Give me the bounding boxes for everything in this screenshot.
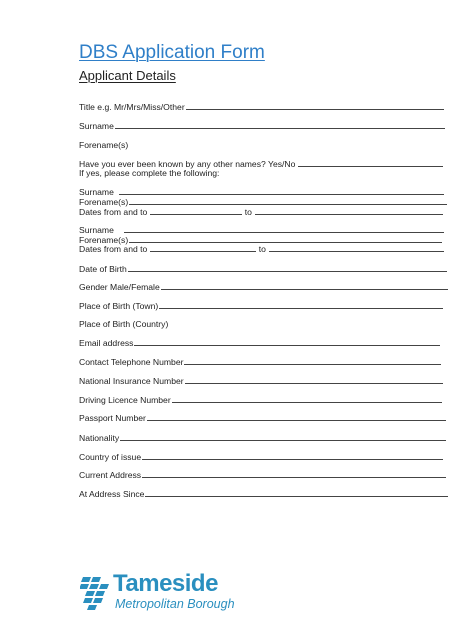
pob-country-label: Place of Birth (Country) [79,319,169,329]
other-names-note-label: If yes, please complete the following: [79,168,220,178]
gender-line[interactable] [161,281,448,290]
ni-number-line[interactable] [185,375,443,384]
alias1-dates-field[interactable] [79,206,443,217]
dob-field[interactable] [79,263,447,274]
phone-line[interactable] [184,356,441,365]
other-names-label: Have you ever been known by any other names? Yes/No [79,159,296,169]
alias1-dates-label: Dates from and to [79,207,148,217]
current-address-label: Current Address [79,470,142,480]
surname-field[interactable] [79,120,445,131]
address-since-label: At Address Since [79,489,145,499]
alias2-dates-field[interactable] [79,243,444,254]
current-address-line[interactable] [142,469,446,478]
alias2-surname-label: Surname [79,225,114,235]
country-of-issue-label: Country of issue [79,452,142,462]
alias1-surname-label: Surname [79,187,114,197]
driving-licence-field[interactable] [79,394,442,405]
ni-number-field[interactable] [79,375,443,386]
alias2-from-line[interactable] [150,243,256,252]
email-line[interactable] [134,337,440,346]
phone-field[interactable] [79,356,441,367]
nationality-label: Nationality [79,433,120,443]
surname-label: Surname [79,121,114,131]
title-field[interactable] [79,101,444,112]
email-field[interactable] [79,337,440,348]
alias1-to-line[interactable] [255,206,443,215]
alias1-from-line[interactable] [150,206,242,215]
country-of-issue-line[interactable] [142,451,443,460]
form-title: DBS Application Form [79,42,265,63]
ni-number-label: National Insurance Number [79,376,184,386]
alias1-forenames-label: Forename(s) [79,197,129,207]
alias2-forenames-label: Forename(s) [79,235,129,245]
alias2-forenames-line[interactable] [129,234,442,243]
passport-line[interactable] [147,412,446,421]
title-label: Title e.g. Mr/Mrs/Miss/Other [79,102,185,112]
gender-label: Gender Male/Female [79,282,160,292]
driving-licence-label: Driving Licence Number [79,395,171,405]
other-names-note [79,168,219,178]
nationality-line[interactable] [120,432,446,441]
passport-field[interactable] [79,412,446,423]
driving-licence-line[interactable] [172,394,442,403]
title-line[interactable] [186,101,444,110]
tameside-logo [80,570,280,613]
country-of-issue-field[interactable] [79,451,443,462]
tameside-logo-mark-icon [80,575,114,611]
alias1-surname-line[interactable] [119,186,444,195]
nationality-field[interactable] [79,432,446,443]
address-since-line[interactable] [145,488,448,497]
pob-town-field[interactable] [79,300,443,311]
alias2-surname-line[interactable] [124,224,444,233]
passport-label: Passport Number [79,413,146,423]
surname-line[interactable] [115,120,445,129]
alias2-dates-label: Dates from and to [79,244,148,254]
logo-subtitle: Metropolitan Borough [115,597,235,611]
other-names-line[interactable] [298,158,443,167]
pob-country-field[interactable] [79,319,168,329]
alias1-to-label: to [244,207,252,217]
gender-field[interactable] [79,281,448,292]
dob-line[interactable] [128,263,447,272]
phone-label: Contact Telephone Number [79,357,184,367]
forenames-line[interactable] [129,139,446,148]
logo-name: Tameside [113,570,218,597]
alias1-forenames-line[interactable] [129,196,447,205]
dob-label: Date of Birth [79,264,127,274]
current-address-field[interactable] [79,469,446,480]
pob-town-line[interactable] [159,300,443,309]
alias2-to-label: to [258,244,266,254]
section-heading: Applicant Details [79,68,176,83]
forenames-label: Forename(s) [79,140,129,150]
forenames-field[interactable] [79,139,446,150]
address-since-field[interactable] [79,488,448,499]
alias2-to-line[interactable] [269,243,444,252]
pob-town-label: Place of Birth (Town) [79,301,159,311]
email-label: Email address [79,338,134,348]
